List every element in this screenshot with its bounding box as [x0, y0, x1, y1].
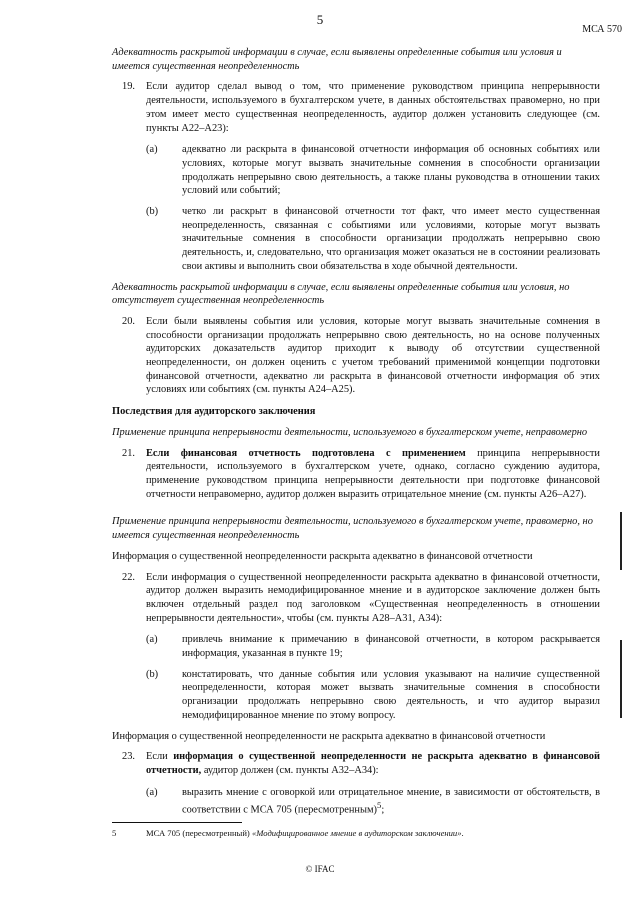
change-bar [620, 640, 622, 718]
section-heading-disclosure-uncertainty: Адекватность раскрытой информации в случае, если выявлены определенные события или условия и имеется существенная неопределенность [112, 47, 562, 72]
page-number: 5 [316, 12, 324, 27]
subitem-22a [146, 633, 600, 660]
footnote-text: МСА 705 (пересмотренный) «Модифицированное мнение в аудиторском заключении». [146, 828, 464, 838]
subsection-heading-inappropriate: Применение принципа непрерывности деятельности, используемого в бухгалтерском учете, неправомерно [112, 426, 588, 438]
regular-text: принципа непрерывности деятельности, используемого в бухгалтерском учете, однако, согласно суждению аудитора, применение руководством принципа непрерывности деятельности при подготовке финансовой отчетности неправомерно, аудитор должен выразить отрицательное мнение (см. пункты А26–А27). [146, 447, 600, 500]
paragraph-number: 19. [122, 81, 135, 93]
footnote-divider [112, 822, 242, 823]
subsection-heading-appropriate-uncertainty: Применение принципа непрерывности деятельности, используемого в бухгалтерском учете, правомерно, но имеется существенная неопределенность [112, 516, 593, 542]
subitem-letter: (a) [146, 144, 158, 156]
footnote-number: 5 [112, 828, 117, 838]
paragraph-23 [112, 750, 600, 777]
subitem-text: адекватно ли раскрыта в финансовой отчетности информация об основных событиях или условиях, которые могут вызвать значительные сомнения в способности организации продолжать непрерывно свою деятельность, а также планы руководства в отношении таких условий или событий; [182, 144, 600, 197]
paragraph-text: Если были выявлены события или условия, которые могут вызвать значительные сомнения в способности организации продолжать непрерывно свою деятельность, но на основе полученных аудиторских доказательств аудитор приходит к выводу об отсутствии существенной неопределенности, он должен оценить с учетом требований применимой концепции подготовки финансовой отчетности, адекватно ли раскрыта в финансовой отчетности информация об этих условиях или событиях (см. пункты А24–А25). [146, 315, 600, 396]
header-standard-code: МСА 570 [582, 24, 622, 35]
subitem-letter: (b) [146, 668, 159, 680]
paragraph-number: 23. [122, 751, 135, 763]
paragraph-text [146, 447, 600, 502]
footnote-ref[interactable]: 5 [377, 800, 382, 811]
subitem-text: четко ли раскрыт в финансовой отчетности тот факт, что имеет место существенная неопределенность, связанная с событиями или условиями, которые могут вызвать значительные сомнения в способности организации продолжать непрерывно свою деятельность, и, следовательно, что организация может оказаться не в состоянии реализовать свои активы и выполнить свои обязательства в ходе обычной деятельности. [182, 206, 600, 272]
subitem-letter: (a) [146, 634, 158, 646]
section-heading-report-implications: Последствия для аудиторского заключения [112, 406, 316, 418]
subitem-letter: (b) [146, 206, 159, 218]
paragraph-text [146, 750, 600, 777]
subitem-19a [146, 143, 600, 198]
footnote [112, 828, 600, 838]
subsection-heading-inadequate-disclosure: Информация о существенной неопределенности не раскрыта адекватно в финансовой отчетности [112, 730, 546, 742]
bold-text: Если финансовая отчетность подготовлена с применением [146, 447, 466, 459]
paragraph-20 [112, 315, 600, 397]
bold-text: информация о существенной неопределенности не раскрыта адекватно в финансовой отчетности, [146, 751, 600, 776]
subitem-19b [146, 205, 600, 274]
page-body [112, 46, 600, 825]
paragraph-number: 21. [122, 447, 135, 459]
subitem-letter: (a) [146, 786, 158, 798]
paragraph-number: 20. [122, 315, 135, 327]
change-bar [620, 512, 622, 570]
section-heading-disclosure-no-uncertainty: Адекватность раскрытой информации в случае, если выявлены определенные события или условия, но отсутствует существенная неопределенность [112, 281, 570, 307]
paragraph-text: Если аудитор сделал вывод о том, что применение руководством принципа непрерывности деятельности, используемого в бухгалтерском учете, в данных обстоятельствах правомерно, но при этом имеет место существенная неопределенность, аудитор должен установить следующее (см. пункты А22–А23): [146, 81, 600, 134]
paragraph-text: Если информация о существенной неопределенности раскрыта адекватно в финансовой отчетности, аудитор должен выразить немодифицированное мнение и в аудиторское заключение должен быть включен отдельный раздел под заголовком «Существенная неопределенность в отношении непрерывности деятельности», чтобы (см. пункты А28–А31, А34): [146, 571, 600, 624]
paragraph-22 [112, 571, 600, 626]
subsection-heading-adequate-disclosure: Информация о существенной неопределенности раскрыта адекватно в финансовой отчетности [112, 550, 533, 562]
lead-text: Если [146, 751, 174, 763]
page-footer: © IFAC [305, 864, 335, 874]
paragraph-number: 22. [122, 571, 135, 583]
subitem-text: выразить мнение с оговоркой или отрицательное мнение, в зависимости от обстоятельств, в соответствии с МСА 705 (пересмотренным)$^5$; [182, 786, 600, 816]
subitem-text: привлечь внимание к примечанию в финансовой отчетности, в котором раскрывается информация, указанная в пункте 19; [182, 634, 600, 660]
paragraph-21 [112, 447, 600, 502]
subitem-22b [146, 668, 600, 723]
paragraph-19 [112, 80, 600, 135]
subitem-23a [146, 786, 600, 818]
regular-text: аудитор должен (см. пункты А32–А34): [201, 764, 379, 776]
subitem-text: констатировать, что данные события или условия указывают на наличие существенной неопределенности, которая может вызвать значительные сомнения в способности организации продолжать непрерывно свою деятельность, и что аудитор выразил немодифицированное мнение по этому вопросу. [182, 668, 600, 721]
